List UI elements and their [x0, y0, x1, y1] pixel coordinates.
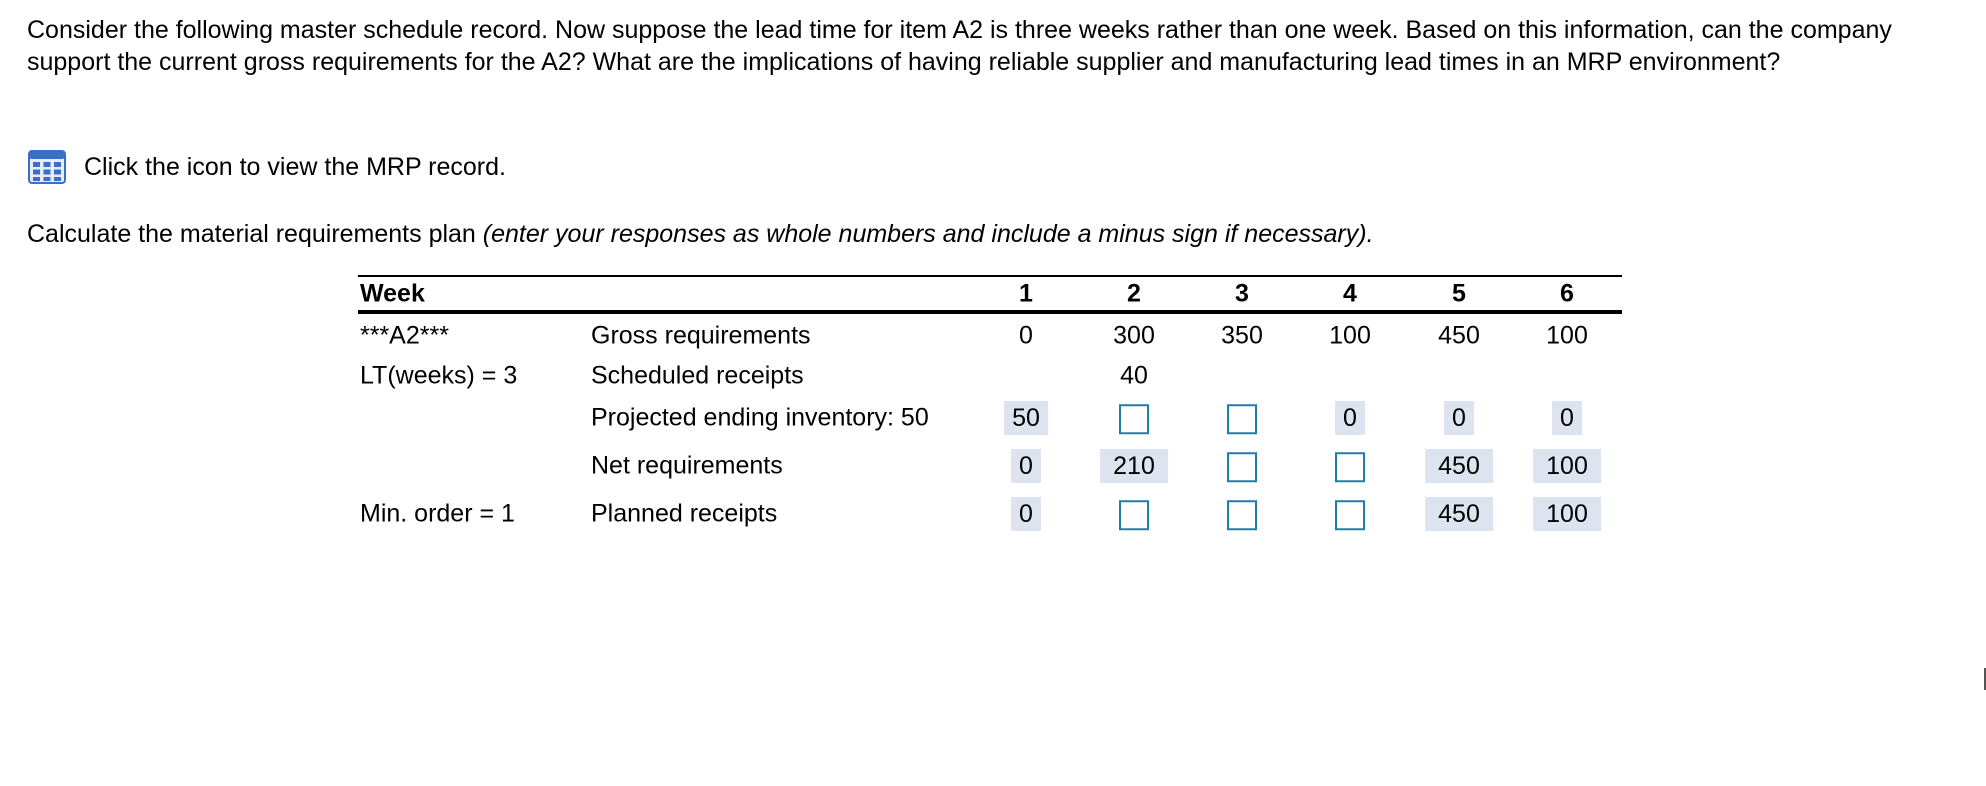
week-3-header: 3	[1235, 279, 1249, 307]
planned-week-2-input[interactable]	[1119, 500, 1149, 530]
projected-inventory-label: Projected ending inventory: 50	[591, 403, 929, 432]
table-grid-icon[interactable]	[28, 150, 66, 184]
min-order-label: Min. order = 1	[360, 499, 515, 528]
planned-week-4-input[interactable]	[1335, 500, 1365, 530]
projected-week-2-input[interactable]	[1119, 404, 1149, 434]
gross-week-4: 100	[1329, 321, 1371, 350]
week-2-header: 2	[1127, 279, 1141, 307]
mrp-header-row	[358, 275, 1622, 314]
planned-receipts-row	[358, 490, 1622, 538]
net-week-2: 210	[1100, 449, 1168, 483]
week-4-header: 4	[1343, 279, 1357, 307]
lead-time-label: LT(weeks) = 3	[360, 361, 518, 390]
projected-inventory-row	[358, 394, 1622, 442]
projected-week-6: 0	[1552, 401, 1582, 435]
gross-requirements-row	[358, 314, 1622, 358]
planned-week-1: 0	[1011, 497, 1041, 531]
net-week-4-input[interactable]	[1335, 452, 1365, 482]
scheduled-week-2: 40	[1120, 361, 1148, 390]
gross-week-1: 0	[1019, 321, 1033, 350]
gross-week-2: 300	[1113, 321, 1155, 350]
gross-requirements-label: Gross requirements	[591, 321, 811, 350]
net-week-5: 450	[1425, 449, 1493, 483]
net-requirements-label: Net requirements	[591, 451, 783, 480]
scheduled-receipts-row	[358, 358, 1622, 394]
projected-week-3-input[interactable]	[1227, 404, 1257, 434]
planned-week-6: 100	[1533, 497, 1601, 531]
net-week-3-input[interactable]	[1227, 452, 1257, 482]
net-week-1: 0	[1011, 449, 1041, 483]
instruction	[27, 218, 1374, 250]
net-requirements-row	[358, 442, 1622, 490]
projected-week-4: 0	[1335, 401, 1365, 435]
net-week-6: 100	[1533, 449, 1601, 483]
mrp-table	[358, 275, 1622, 538]
instruction-note: (enter your responses as whole numbers and include a minus sign if necessary).	[482, 220, 1374, 248]
week-5-header: 5	[1452, 279, 1466, 307]
gross-week-3: 350	[1221, 321, 1263, 350]
gross-week-5: 450	[1438, 321, 1480, 350]
question-text: Consider the following master schedule record. Now suppose the lead time for item A2 is three weeks rather than one week. Based on this information, can the company support the current gross requirements for the A2? What are the implications of having reliable supplier and manufacturing lead times in an MRP environment?	[27, 16, 1892, 76]
projected-week-5: 0	[1444, 401, 1474, 435]
week-6-header: 6	[1560, 279, 1574, 307]
week-header: Week	[360, 279, 425, 307]
instruction-main: Calculate the material requirements plan	[27, 220, 483, 248]
mrp-record-prompt	[28, 148, 506, 186]
week-1-header: 1	[1019, 279, 1033, 307]
mrp-record-prompt-text: Click the icon to view the MRP record.	[84, 152, 506, 181]
scheduled-receipts-label: Scheduled receipts	[591, 361, 804, 390]
planned-week-5: 450	[1425, 497, 1493, 531]
planned-week-3-input[interactable]	[1227, 500, 1257, 530]
item-label: ***A2***	[360, 321, 449, 350]
gross-week-6: 100	[1546, 321, 1588, 350]
planned-receipts-label: Planned receipts	[591, 499, 778, 528]
projected-week-1: 50	[1004, 401, 1048, 435]
